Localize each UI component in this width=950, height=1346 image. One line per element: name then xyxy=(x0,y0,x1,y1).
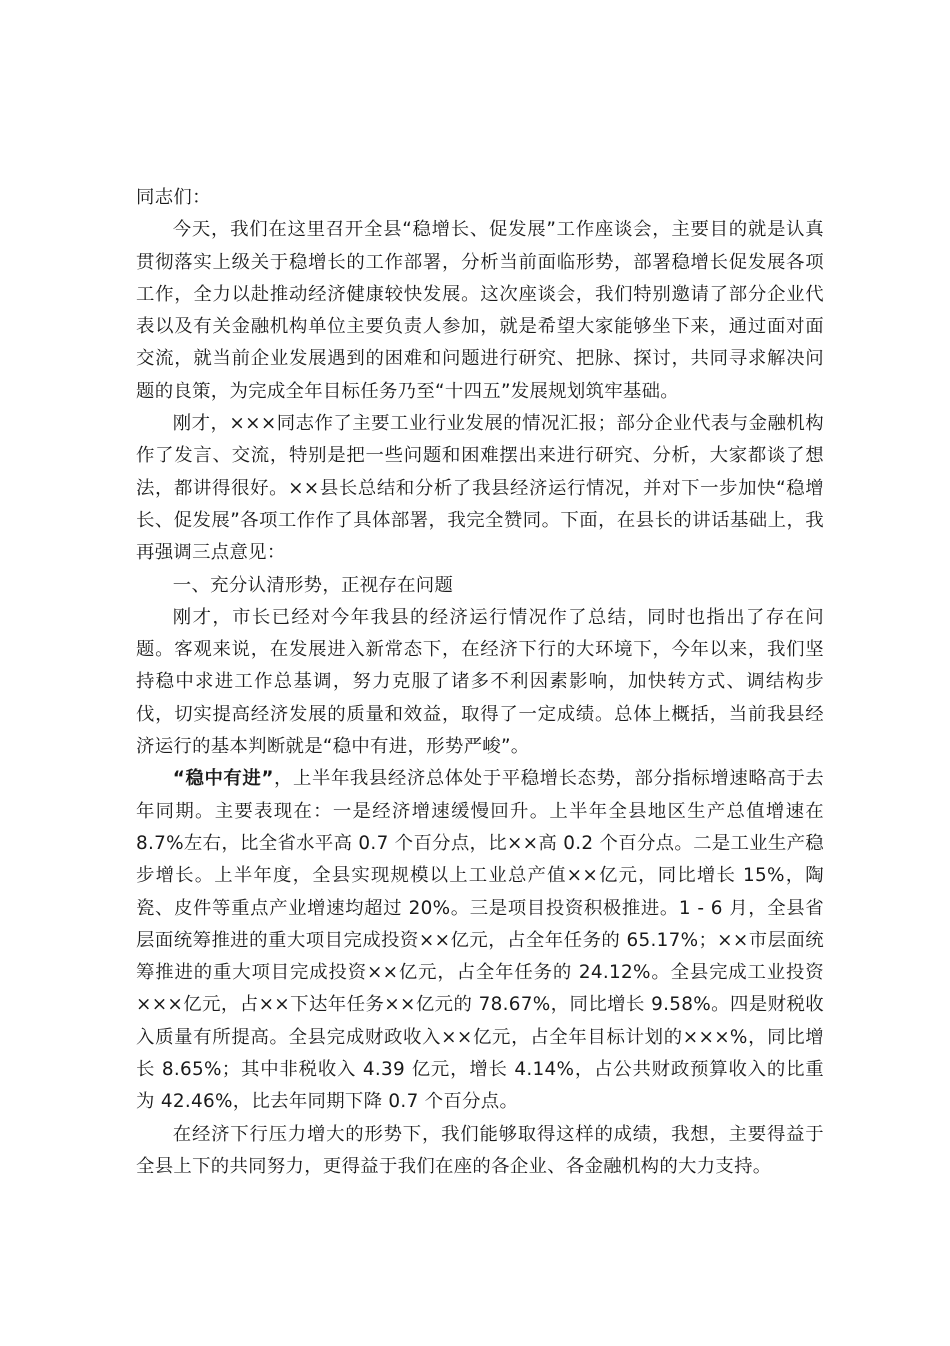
paragraph-conclusion: 在经济下行压力增大的形势下，我们能够取得这样的成绩，我想，主要得益于全县上下的共同努力，更得益于我们在座的各企业、各金融机构的大力支持。 xyxy=(136,1123,824,1177)
paragraph-situation: 刚才，市长已经对今年我县的经济运行情况作了总结，同时也指出了存在问题。客观来说，在发展进入新常态下，在经济下行的大环境下，今年以来，我们坚持稳中求进工作总基调，努力克服了诸多不利因素影响，加快转方式、调结构步伐，切实提高经济发展的质量和效益，取得了一定成绩。总体上概括，当前我县经济运行的基本判断就是“稳中有进，形势严峻”。 xyxy=(136,606,824,758)
salutation: 同志们： xyxy=(136,187,211,208)
paragraph-review: 刚才，×××同志作了主要工业行业发展的情况汇报；部分企业代表与金融机构作了发言、交流，特别是把一些问题和困难摆出来进行研究、分析，大家都谈了想法，都讲得很好。××县长总结和分析了我县经济运行情况，并对下一步加快“稳增长、促发展”各项工作作了具体部署，我完全赞同。下面，在县长的讲话基础上，我再强调三点意见： xyxy=(136,413,824,564)
paragraph-opening: 今天，我们在这里召开全县“稳增长、促发展”工作座谈会，主要目的就是认真贯彻落实上级关于稳增长的工作部署，分析当前面临形势，部署稳增长促发展各项工作，全力以赴推动经济健康较快发展。这次座谈会，我们特别邀请了部分企业代表以及有关金融机构单位主要负责人参加，就是希望大家能够坐下来，通过面对面交流，就当前企业发展遇到的困难和问题进行研究、把脉、探讨，共同寻求解决问题的良策，为完成全年目标任务乃至“十四五”发展规划筑牢基础。 xyxy=(136,219,824,402)
paragraph-progress-lead: “稳中有进” xyxy=(172,768,274,790)
paragraph-progress-body: ，上半年我县经济总体处于平稳增长态势，部分指标增速略高于去年同期。主要表现在：一是经济增速缓慢回升。上半年全县地区生产总值增速在 8.7%左右，比全省水平高 0.7 个百分点，比××高 0.2 个百分点。二是工业生产稳步增长。上半年度，全县实现规模以上工业总产值××亿元，同比增长 15%，陶瓷、皮件等重点产业增速均超过 20%。三是项目投资积极推进。1 - 6 月，全县省层面统筹推进的重大项目完成投资××亿元，占全年任务的 65.17%；××市层面统筹推进的重大项目完成投资××亿元，占全年任务的 24.12%。全县完成工业投资×××亿元，占××下达年任务××亿元的 78.67%，同比增长 9.58%。四是财税收入质量有所提高。全县完成财政收入××亿元，占全年目标计划的×××%，同比增长 8.65%；其中非税收入 4.39 亿元，增长 4.14%，占公共财政预算收入的比重为 42.46%，比去年同期下降 0.7 个百分点。 xyxy=(136,768,824,1113)
document-body xyxy=(136,182,824,1183)
section-heading-1: 一、充分认清形势，正视存在问题 xyxy=(172,574,454,596)
paragraph-progress xyxy=(136,763,824,1118)
